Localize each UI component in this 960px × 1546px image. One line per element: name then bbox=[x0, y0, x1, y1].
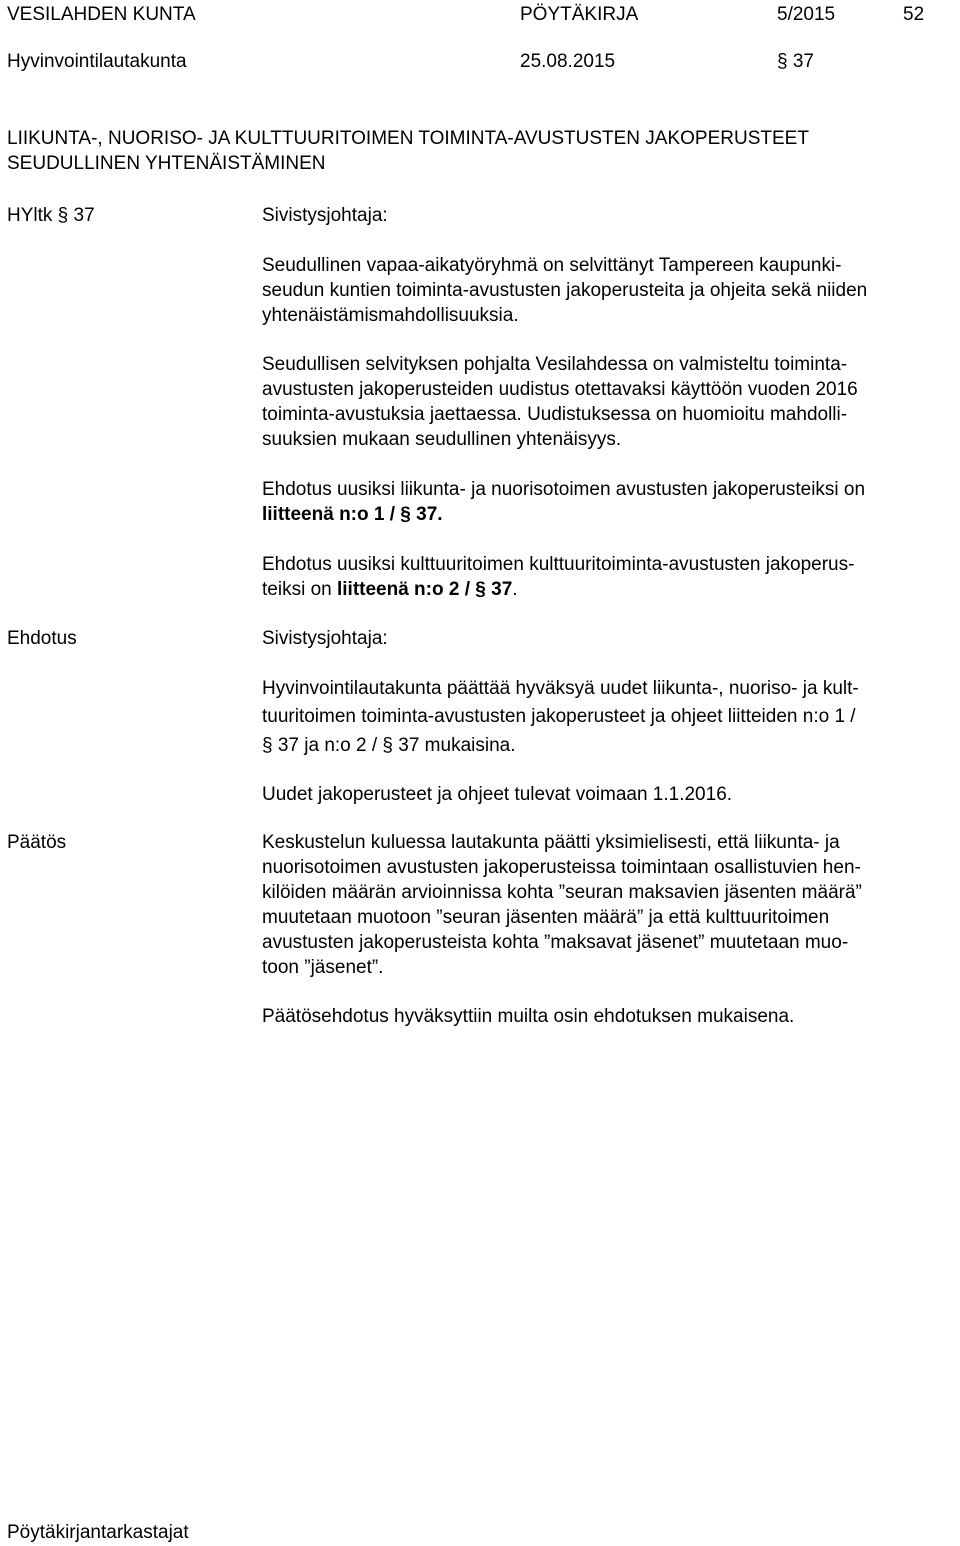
meeting-date: 25.08.2015 bbox=[520, 51, 616, 72]
doc-type: PÖYTÄKIRJA bbox=[520, 4, 639, 25]
prep-para1-line: seudun kuntien toiminta-avustusten jakoperusteita ja ohjeita sekä niiden bbox=[262, 280, 868, 301]
decision-label: Päätös bbox=[7, 832, 67, 853]
proposal-para1-line: § 37 ja n:o 2 / § 37 mukaisina. bbox=[262, 735, 516, 756]
decision-para1-line: Keskustelun kuluessa lautakunta päätti yksimielisesti, että liikunta- ja bbox=[262, 832, 840, 853]
section-ref: HYltk § 37 bbox=[7, 205, 95, 226]
attachment-ref-2: liitteenä n:o 2 / § 37 bbox=[336, 579, 513, 600]
decision-para1-line: toon ”jäsenet”. bbox=[262, 957, 384, 978]
prep-para4-suffix: . bbox=[512, 579, 518, 600]
presenter-label: Sivistysjohtaja: bbox=[262, 205, 388, 226]
decision-para1-line: kilöiden määrän arvioinnissa kohta ”seuran maksavien jäsenten määrä” bbox=[262, 882, 862, 903]
prep-para2-line: avustusten jakoperusteiden uudistus otettavaksi käyttöön vuoden 2016 bbox=[262, 379, 858, 400]
decision-para1-line: avustusten jakoperusteista kohta ”maksavat jäsenet” muutetaan muo- bbox=[262, 932, 849, 953]
agenda-title-line-2: SEUDULLINEN YHTENÄISTÄMINEN bbox=[7, 153, 326, 174]
decision-para1-line: nuorisotoimen avustusten jakoperusteissa toimintaan osallistuvien hen- bbox=[262, 857, 861, 878]
decision-para2: Päätösehdotus hyväksyttiin muilta osin ehdotuksen mukaisena. bbox=[262, 1006, 795, 1027]
prep-para2-line: toiminta-avustuksia jaettaessa. Uudistuksessa on huomioitu mahdolli- bbox=[262, 404, 848, 425]
proposal-presenter: Sivistysjohtaja: bbox=[262, 628, 388, 649]
proposal-label: Ehdotus bbox=[7, 628, 77, 649]
org-name: VESILAHDEN KUNTA bbox=[7, 4, 196, 25]
prep-para1-line: yhtenäistämismahdollisuuksia. bbox=[262, 305, 519, 326]
proposal-para1-line: Hyvinvointilautakunta päättää hyväksyä uudet liikunta-, nuoriso- ja kult- bbox=[262, 678, 859, 699]
prep-para4-line bbox=[262, 579, 518, 601]
prep-para1-line: Seudullinen vapaa-aikatyöryhmä on selvittänyt Tampereen kaupunki- bbox=[262, 255, 842, 276]
proposal-para2: Uudet jakoperusteet ja ohjeet tulevat voimaan 1.1.2016. bbox=[262, 784, 733, 805]
doc-number: 5/2015 bbox=[777, 4, 836, 25]
proposal-para1-line: tuuritoimen toiminta-avustusten jakoperusteet ja ohjeet liitteiden n:o 1 / bbox=[262, 706, 856, 727]
minutes-checkers-label: Pöytäkirjantarkastajat bbox=[7, 1522, 189, 1543]
prep-para3-line: Ehdotus uusiksi liikunta- ja nuorisotoimen avustusten jakoperusteiksi on bbox=[262, 479, 866, 500]
decision-para1-line: muutetaan muotoon ”seuran jäsenten määrä” ja että kulttuuritoimen bbox=[262, 907, 830, 928]
prep-para2-line: Seudullisen selvityksen pohjalta Vesilahdessa on valmisteltu toiminta- bbox=[262, 354, 848, 375]
agenda-title-line-1: LIIKUNTA-, NUORISO- JA KULTTUURITOIMEN TOIMINTA-AVUSTUSTEN JAKOPERUSTEET bbox=[7, 128, 809, 149]
section-number: § 37 bbox=[777, 51, 814, 72]
committee-name: Hyvinvointilautakunta bbox=[7, 51, 187, 72]
prep-para2-line: suuksien mukaan seudullinen yhtenäisyys. bbox=[262, 429, 622, 450]
prep-para4-line: Ehdotus uusiksi kulttuuritoimen kulttuuritoiminta-avustusten jakoperus- bbox=[262, 554, 855, 575]
attachment-ref-1: liitteenä n:o 1 / § 37. bbox=[262, 504, 443, 525]
prep-para3-line bbox=[262, 504, 443, 526]
page-number: 52 bbox=[903, 4, 925, 25]
prep-para4-prefix: teiksi on bbox=[262, 579, 337, 600]
